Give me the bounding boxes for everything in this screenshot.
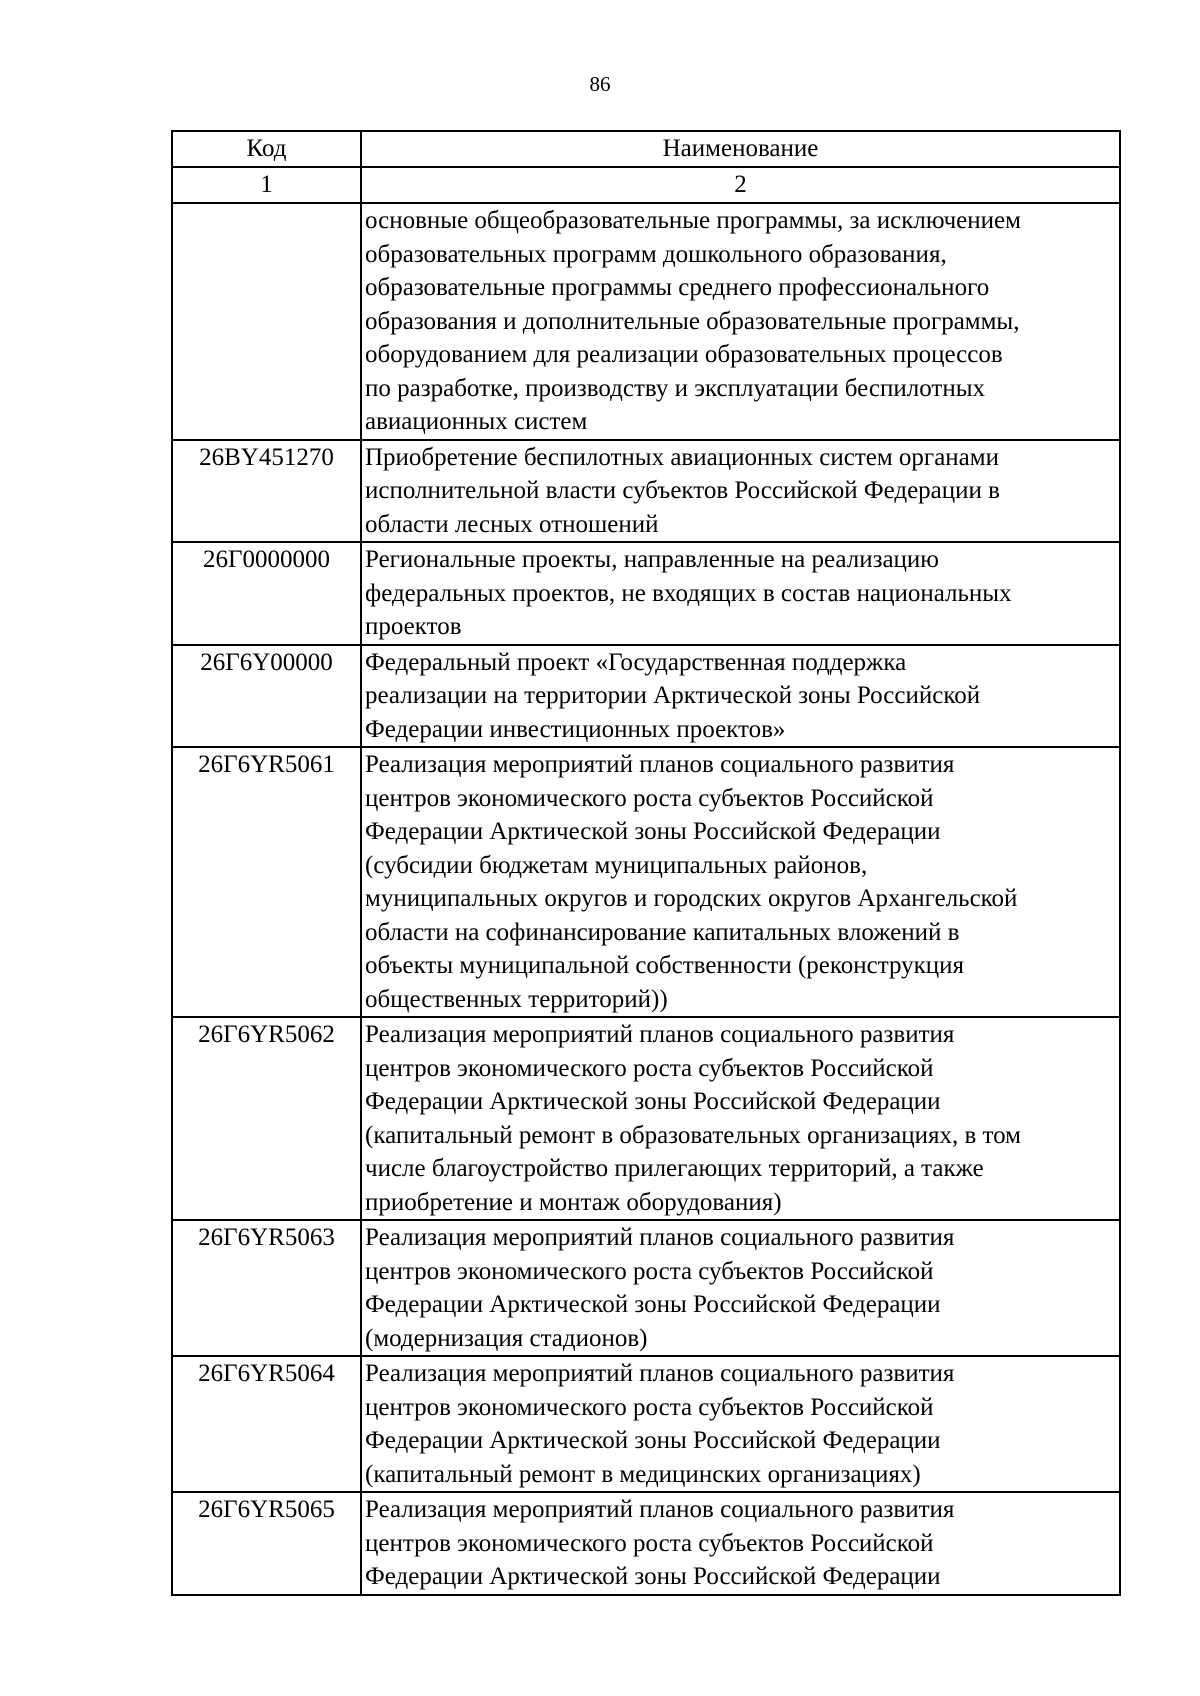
row-name-line: Федерации инвестиционных проектов» (365, 715, 786, 743)
row-name (361, 203, 1120, 440)
row-code: 26Г6YR5065 (172, 1492, 361, 1595)
row-name-line: центров экономического роста субъектов Российской (365, 784, 934, 812)
row-name-line: Реализация мероприятий планов социального развития (365, 1360, 955, 1387)
row-name (361, 1356, 1120, 1492)
row-name-line: реализации на территории Арктической зоны Российской (365, 682, 981, 709)
table-row (172, 203, 1120, 440)
row-name-line: центров экономического роста субъектов Российской (365, 1529, 934, 1557)
row-code: 26Г6YR5064 (172, 1356, 361, 1492)
page-number: 86 (589, 72, 611, 96)
row-name (361, 440, 1120, 543)
row-name-line: образовательные программы среднего профессионального (365, 274, 990, 301)
row-name-line: общественных территорий)) (365, 985, 668, 1013)
row-name-line: образовательных программ дошкольного образования, (365, 240, 947, 268)
row-name-line: Реализация мероприятий планов социального развития (365, 1021, 955, 1048)
row-name-line: Реализация мероприятий планов социального развития (365, 751, 955, 778)
row-name-line: по разработке, производству и эксплуатации беспилотных (365, 374, 985, 402)
row-code: 26Г6YR5062 (172, 1017, 361, 1220)
row-name-line: проектов (365, 613, 462, 640)
table-row (172, 645, 1120, 748)
row-name-line: области на софинансирование капитальных вложений в (365, 918, 960, 946)
row-name-line: авиационных систем (365, 408, 588, 435)
row-name-line: приобретение и монтаж оборудования) (365, 1188, 782, 1216)
table-row (172, 542, 1120, 645)
row-name (361, 645, 1120, 748)
row-name-line: области лесных отношений (365, 510, 659, 538)
row-name-line: Федерации Арктической зоны Российской Федерации (365, 818, 941, 845)
row-name-line: (капитальный ремонт в образовательных организациях, в том (365, 1121, 1021, 1149)
row-name-line: (капитальный ремонт в медицинских организациях) (365, 1460, 921, 1488)
column-number-row (172, 167, 1120, 203)
row-name-line: объекты муниципальной собственности (реконструкция (365, 952, 965, 979)
column-number-name: 2 (361, 167, 1120, 203)
row-name-line: Реализация мероприятий планов социального развития (365, 1224, 955, 1251)
row-name (361, 747, 1120, 1017)
row-code: 26Г0000000 (172, 542, 361, 645)
row-code: 26Г6Y00000 (172, 645, 361, 748)
row-name-line: (модернизация стадионов) (365, 1324, 648, 1352)
header-code: Код (172, 131, 361, 167)
budget-classification-table (171, 130, 1121, 1596)
row-name (361, 1017, 1120, 1220)
header-name: Наименование (361, 131, 1120, 167)
row-name-line: Федерации Арктической зоны Российской Федерации (365, 1563, 941, 1590)
row-name-line: центров экономического роста субъектов Российской (365, 1054, 934, 1082)
row-name-line: Реализация мероприятий планов социального развития (365, 1496, 955, 1523)
row-name-line: Федеральный проект «Государственная поддержка (365, 648, 907, 676)
table-row (172, 1220, 1120, 1356)
row-name-line: муниципальных округов и городских округов Архангельской (365, 885, 1018, 912)
row-name-line: центров экономического роста субъектов Российской (365, 1257, 934, 1285)
header-row (172, 131, 1120, 167)
row-name-line: исполнительной власти субъектов Российской Федерации в (365, 477, 1000, 504)
table-row (172, 1017, 1120, 1220)
row-name-line: федеральных проектов, не входящих в состав национальных (365, 579, 1012, 607)
row-name-line: центров экономического роста субъектов Российской (365, 1393, 934, 1421)
row-code: 26Г6YR5063 (172, 1220, 361, 1356)
row-name-line: Приобретение беспилотных авиационных систем органами (365, 443, 999, 471)
row-name-line: образования и дополнительные образовательные программы, (365, 307, 1020, 335)
table-body (172, 203, 1120, 1595)
row-name-line: Федерации Арктической зоны Российской Федерации (365, 1088, 941, 1115)
row-name (361, 1492, 1120, 1595)
row-name-line: числе благоустройство прилегающих территорий, а также (365, 1155, 984, 1182)
row-name (361, 542, 1120, 645)
row-code: 26Г6YR5061 (172, 747, 361, 1017)
row-code: 26BY451270 (172, 440, 361, 543)
row-name-line: Федерации Арктической зоны Российской Федерации (365, 1291, 941, 1318)
row-code (172, 203, 361, 440)
row-name-line: Федерации Арктической зоны Российской Федерации (365, 1427, 941, 1454)
table-row (172, 1356, 1120, 1492)
column-number-code: 1 (172, 167, 361, 203)
row-name-line: оборудованием для реализации образовательных процессов (365, 341, 1003, 368)
row-name-line: Региональные проекты, направленные на реализацию (365, 546, 939, 573)
table-row (172, 440, 1120, 543)
row-name-line: (субсидии бюджетам муниципальных районов, (365, 851, 868, 879)
row-name (361, 1220, 1120, 1356)
table-row (172, 1492, 1120, 1595)
row-name-line: основные общеобразовательные программы, за исключением (365, 207, 1021, 234)
table-row (172, 747, 1120, 1017)
